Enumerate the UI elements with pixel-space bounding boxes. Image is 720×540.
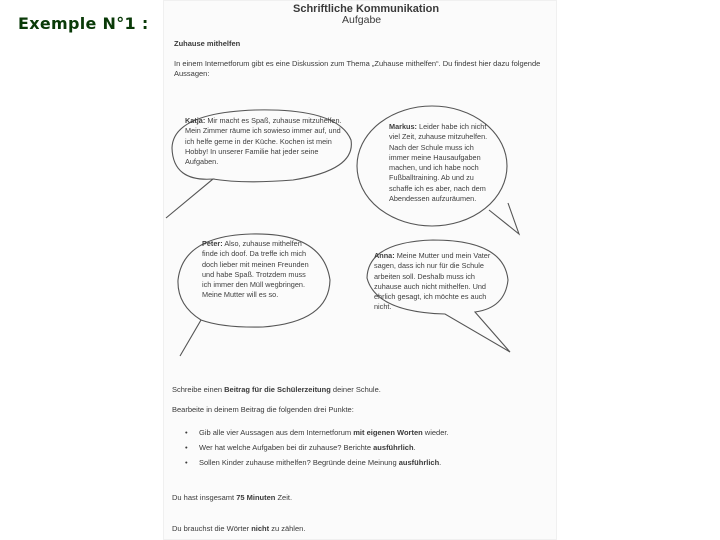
task-words	[172, 524, 305, 534]
example-label: Exemple N°1 :	[18, 14, 149, 33]
task-points-list	[185, 428, 545, 473]
task-words-prefix: Du brauchst die Wörter	[172, 524, 252, 533]
bubble-text-anna	[374, 251, 500, 313]
speaker-markus: Markus:	[389, 122, 417, 131]
task-point	[185, 443, 545, 458]
task-words-suffix: zu zählen.	[269, 524, 306, 533]
bubble-text-markus	[389, 122, 489, 204]
statement-peter: Also, zuhause mithelfen finde ich doof. Da treffe ich mich doch lieber mit meinen Freunden und habe Spaß. Trotzdem muss ich immer den Müll wegbringen. Meine Mutter will es so.	[202, 239, 309, 300]
task-point-bold: ausführlich	[398, 458, 440, 467]
worksheet-subtitle: Aufgabe	[342, 14, 382, 26]
statement-anna: Meine Mutter und mein Vater sagen, dass ich nur für die Schule arbeiten soll. Deshalb muss ich zuhause auch nicht mithelfen. Und ehrlich gesagt, ich möchte es auch nicht.	[374, 251, 491, 312]
task-time-suffix: Zeit.	[275, 493, 293, 502]
worksheet-page	[163, 0, 557, 540]
task-point-text: Wer hat welche Aufgaben bei dir zuhause? Berichte	[199, 443, 374, 452]
speech-bubble-markus-tail	[489, 203, 519, 234]
section-heading: Zuhause mithelfen	[174, 39, 241, 48]
task-write-bold: Beitrag für die Schülerzeitung	[224, 385, 331, 394]
task-point-end: .	[413, 443, 416, 452]
worksheet-title: Schriftliche Kommunikation	[293, 3, 440, 15]
speaker-katja: Katja:	[185, 116, 206, 125]
task-point	[185, 428, 545, 443]
task-point-end: .	[439, 458, 442, 467]
task-write	[172, 385, 381, 395]
task-point-end: wieder.	[422, 428, 449, 437]
task-point-bold: mit eigenen Worten	[353, 428, 423, 437]
task-point-text: Sollen Kinder zuhause mithelfen? Begründe deine Meinung	[199, 458, 399, 467]
task-words-bold: nicht	[251, 524, 270, 533]
bubble-text-katja	[185, 116, 343, 167]
task-time-prefix: Du hast insgesamt	[172, 493, 237, 502]
bubble-text-peter	[202, 239, 314, 301]
statement-katja: Mir macht es Spaß, zuhause mitzuhelfen. Mein Zimmer räume ich sowieso immer auf, und ich helfe gerne in der Küche. Kochen ist mein Hobby! In unserer Familie hat jeder seine Aufgaben.	[185, 116, 342, 167]
statement-markus: Leider habe ich nicht viel Zeit, zuhause mitzuhelfen. Nach der Schule muss ich immer meine Hausaufgaben machen, und ich habe noch Fußballtraining. Ab und zu schaffe ich es aber, nach dem Abendessen aufzuräumen.	[389, 122, 488, 204]
task-point-text: Gib alle vier Aussagen aus dem Internetforum	[199, 428, 354, 437]
intro-paragraph: In einem Internetforum gibt es eine Diskussion zum Thema „Zuhause mithelfen“. Du findest hier dazu folgende Aussagen:	[174, 59, 541, 78]
task-write-suffix: deiner Schule.	[330, 385, 381, 394]
task-time	[172, 493, 292, 503]
task-point	[185, 458, 545, 473]
task-edit: Bearbeite in deinem Beitrag die folgenden drei Punkte:	[172, 405, 354, 414]
task-point-bold: ausführlich	[373, 443, 414, 452]
task-write-prefix: Schreibe einen	[172, 385, 225, 394]
speaker-anna: Anna:	[374, 251, 395, 260]
speaker-peter: Peter:	[202, 239, 223, 248]
task-time-bold: 75 Minuten	[236, 493, 276, 502]
